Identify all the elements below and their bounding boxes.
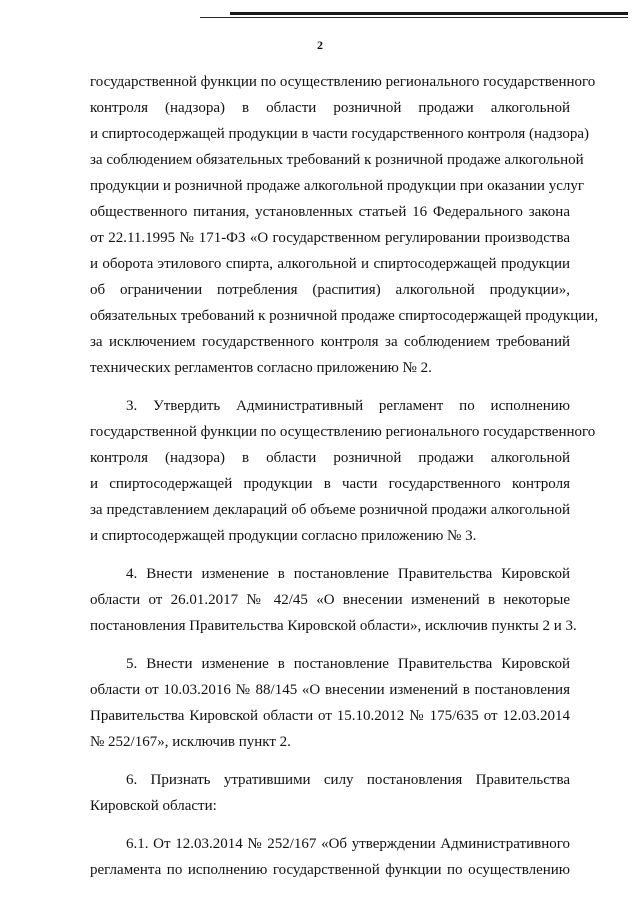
paragraph-item-6 — [90, 767, 570, 819]
paragraph-item-6-1 — [90, 831, 570, 883]
text-line: от 22.11.1995 № 171-ФЗ «О государственном регулировании производства — [90, 230, 570, 246]
text-line: контроля (надзора) в области розничной продажи алкогольной — [90, 100, 570, 116]
text-line: за представлением деклараций об объеме розничной продажи алкогольной — [90, 502, 570, 518]
page-number: 2 — [317, 38, 323, 52]
text-line: за соблюдением обязательных требований к розничной продаже алкогольной — [90, 152, 584, 168]
text-line: Правительства Кировской области от 15.10.2012 № 175/635 от 12.03.2014 — [90, 708, 570, 724]
header-rule-thick — [230, 12, 628, 15]
text-line: контроля (надзора) в области розничной продажи алкогольной — [90, 450, 570, 466]
text-line: и спиртосодержащей продукции в части государственного контроля — [90, 476, 570, 492]
text-line: государственной функции по осуществлению регионального государственного — [90, 74, 596, 90]
text-line: государственной функции по осуществлению регионального государственного — [90, 424, 596, 440]
paragraph-item-5 — [90, 651, 570, 755]
text-line: 6. Признать утратившими силу постановления Правительства — [126, 772, 570, 788]
text-line: за исключением государственного контроля за соблюдением требований — [90, 334, 570, 350]
text-line: 4. Внести изменение в постановление Правительства Кировской — [126, 566, 570, 582]
paragraph-item-3 — [90, 393, 596, 549]
text-line: 5. Внести изменение в постановление Правительства Кировской — [126, 656, 570, 672]
text-line: постановления Правительства Кировской области», исключив пункты 2 и 3. — [90, 618, 577, 634]
text-line: об ограничении потребления (распития) алкогольной продукции», — [90, 282, 570, 298]
text-line: и спиртосодержащей продукции в части государственного контроля (надзора) — [90, 126, 590, 142]
text-line: общественного питания, установленных статьей 16 Федерального закона — [90, 204, 570, 220]
paragraph-continuation — [90, 69, 599, 381]
text-line: Кировской области: — [90, 798, 217, 814]
text-line: продукции и розничной продаже алкогольной продукции при оказании услуг — [90, 178, 585, 194]
text-line: обязательных требований к розничной продаже спиртосодержащей продукции, — [90, 308, 599, 324]
text-line: и оборота этилового спирта, алкогольной и спиртосодержащей продукции — [90, 256, 570, 272]
document-body — [90, 69, 599, 895]
text-line: 6.1. От 12.03.2014 № 252/167 «Об утверждении Административного — [126, 836, 570, 852]
text-line: № 252/167», исключив пункт 2. — [90, 734, 291, 750]
header-rule-thin — [200, 17, 628, 18]
text-line: и спиртосодержащей продукции согласно приложению № 3. — [90, 528, 477, 544]
text-line: технических регламентов согласно приложению № 2. — [90, 360, 432, 376]
text-line: области от 26.01.2017 № 42/45 «О внесении изменений в некоторые — [90, 592, 570, 608]
text-line: области от 10.03.2016 № 88/145 «О внесении изменений в постановления — [90, 682, 570, 698]
text-line: 3. Утвердить Административный регламент по исполнению — [126, 398, 570, 414]
paragraph-item-4 — [90, 561, 577, 639]
text-line: регламента по исполнению государственной функции по осуществлению — [90, 862, 570, 878]
